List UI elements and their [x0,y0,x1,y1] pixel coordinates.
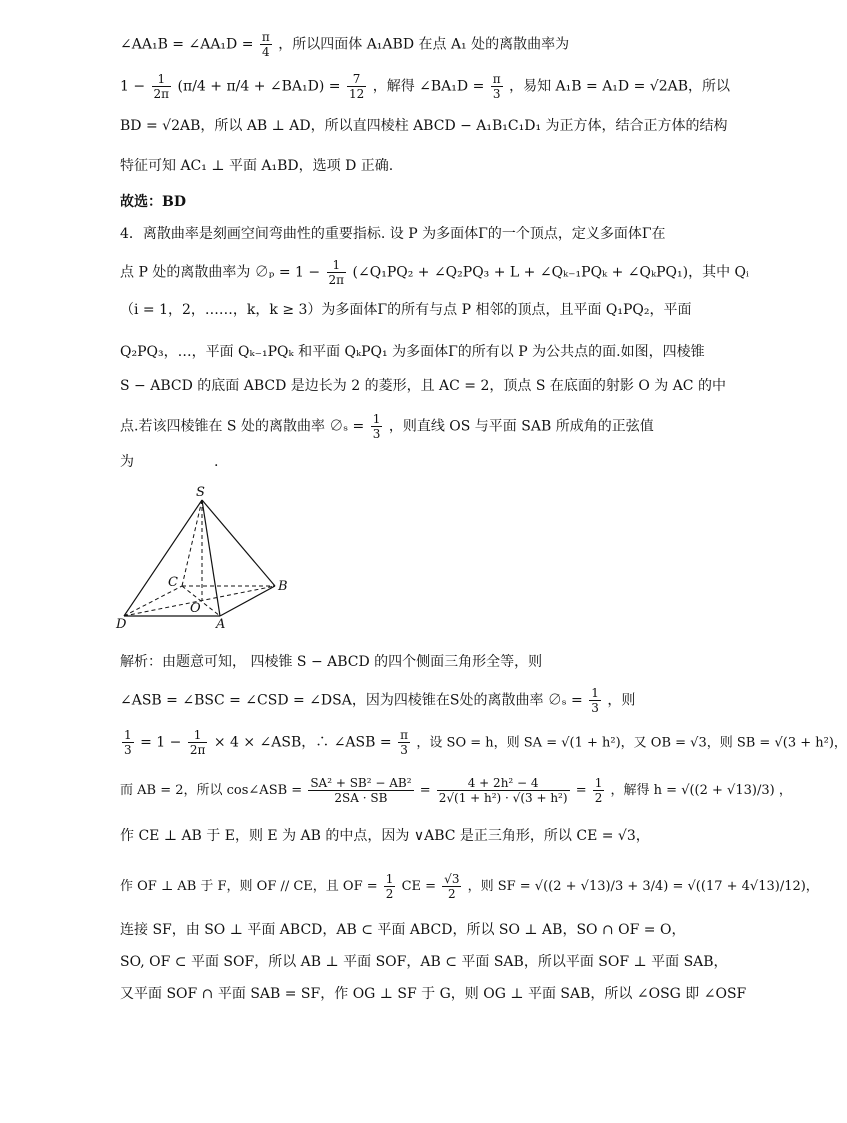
numerator: 1 [372,412,381,426]
text: = [419,783,431,798]
numerator: 1 [124,728,132,742]
text: × 4 × ∠ASB，∴ ∠ASB = [213,734,392,751]
text: (∠Q₁PQ₂ + ∠Q₂PQ₃ + L + ∠Qₖ₋₁PQₖ + ∠QₖPQ₁)，其中 Qᵢ [352,264,749,281]
denominator: 3 [372,427,381,441]
denominator: 3 [124,743,132,757]
label-O: O [190,601,201,616]
edge-DC [124,586,182,616]
answer-line: 故选：BD [120,194,186,210]
solution-line-3 [120,728,847,757]
text: = [575,783,587,798]
text: 作 OF ⊥ AB 于 F，则 OF // CE，且 OF = [120,879,378,894]
prev-line-4: 特征可知 AC₁ ⊥ 平面 A₁BD，选项 D 正确. [120,158,394,174]
fraction [122,728,134,757]
text: 点 P 处的离散曲率为 ∅ₚ = 1 − [120,264,321,281]
text: ，易知 A₁B = A₁D = √2AB，所以 [509,78,731,95]
numerator: √3 [444,872,460,886]
prev-line-3: BD = √2AB，所以 AB ⊥ AD，所以直四棱柱 ABCD − A₁B₁C₁D₁ 为正方体，结合正方体的结构 [120,118,728,134]
numerator: 1 [327,258,347,273]
text: ，所以四面体 A₁ABD 在点 A₁ 处的离散曲率为 [278,36,570,53]
solution-line-9: 又平面 SOF ∩ 平面 SAB = SF，作 OG ⊥ SF 于 G，则 OG ⊥ 平面 SAB，所以 ∠OSG 即 ∠OSF [120,986,747,1002]
solution-line-7: 连接 SF，由 SO ⊥ 平面 ABCD，AB ⊂ 平面 ABCD，所以 SO ⊥ AB，SO ∩ OF = O， [120,922,686,938]
pyramid-figure [110,478,300,632]
denominator: 3 [492,87,501,101]
numerator: 4 + 2h² − 4 [437,776,570,791]
problem4-line-3: （i = 1，2，……，k，k ≥ 3）为多面体Γ的所有与点 P 相邻的顶点，且平面 Q₁PQ₂，平面 [120,302,692,318]
denominator: 2√(1 + h²) · √(3 + h²) [438,791,568,805]
numerator: π [400,728,408,742]
text: (π/4 + π/4 + ∠BA₁D) = [177,78,341,95]
numerator: 1 [591,686,599,700]
denominator: 2 [594,791,603,805]
fraction [442,872,461,901]
problem4-line-5: S − ABCD 的底面 ABCD 是边长为 2 的菱形，且 AC = 2，顶点 S 在底面的射影 O 为 AC 的中 [120,378,726,394]
fraction [491,72,503,101]
text: 为 [120,454,134,470]
text: ， [778,783,792,798]
text: ∠ASB = ∠BSC = ∠CSD = ∠DSA，因为四棱锥在S处的离散曲率 ∅ₛ = [120,692,583,709]
text: 1 − [120,78,146,95]
prev-line-1 [120,30,569,59]
fraction [398,728,410,757]
text: ，则 SF = √((2 + √13)/3 + 3/4) = √((17 + 4√13)/12)， [467,879,819,894]
label-B: B [278,579,288,594]
numerator: 1 [152,72,172,87]
fraction [308,776,413,805]
solution-line-4 [120,776,792,805]
fraction [260,30,272,59]
numerator: SA² + SB² − AB² [310,776,412,790]
denominator: 3 [400,743,408,757]
denominator: 2SA · SB [334,791,388,805]
numerator: π [261,30,270,44]
label-A: A [216,617,226,632]
edge-SD [124,500,202,616]
problem4-line-6 [120,412,654,441]
solution-line-6 [120,872,819,901]
solution-line-5: 作 CE ⊥ AB 于 E，则 E 为 AB 的中点，因为 ∨ABC 是正三角形，所以 CE = √3， [120,828,650,844]
edge-AB [220,586,275,616]
label-S: S [196,485,205,500]
fraction [589,686,601,715]
text: = 1 − [140,734,182,751]
text: 而 AB = 2，所以 cos∠ASB = [120,783,303,798]
label-D: D [116,617,127,632]
numerator: 7 [347,72,366,87]
fraction [437,776,570,805]
fraction [188,728,208,757]
text: ，则 [607,692,636,709]
solution-line-2 [120,686,635,715]
denominator: 2 [385,887,394,901]
fraction [152,72,172,101]
text: 点.若该四棱锥在 S 处的离散曲率 ∅ₛ = [120,418,365,435]
edge-SC [182,500,202,586]
text: CE = [401,879,437,894]
prev-line-2 [120,72,730,101]
denominator: 2π [328,273,345,287]
numerator: π [492,72,501,86]
fraction [327,258,347,287]
denominator: 2π [189,743,206,757]
problem4-line-1: 4．离散曲率是刻画空间弯曲性的重要指标. 设 P 为多面体Γ的一个顶点，定义多面体Γ在 [120,226,666,242]
text: ，设 SO = h，则 SA = √(1 + h²)，又 OB = √3，则 SB = √(3 + h²)， [416,735,847,751]
fraction [371,412,383,441]
fraction [593,776,605,805]
numerator: 1 [385,872,394,886]
problem4-line-7 [120,452,218,472]
numerator: 1 [188,728,208,743]
text: ，解得 h = [610,783,678,798]
text: ，解得 ∠BA₁D = [372,78,485,95]
problem4-line-4: Q₂PQ₃，…，平面 Qₖ₋₁PQₖ 和平面 QₖPQ₁ 为多面体Γ的所有以 P 为公共点的面.如图，四棱锥 [120,344,705,360]
h-value: √((2 + √13)/3) [681,783,775,798]
denominator: 2 [447,887,456,901]
text: . [214,454,219,470]
label-C: C [168,575,178,590]
denominator: 12 [348,87,365,101]
denominator: 4 [262,45,270,59]
text: ∠AA₁B = ∠AA₁D = [120,36,254,53]
solution-line-1: 解析：由题意可知， 四棱锥 S − ABCD 的四个侧面三角形全等，则 [120,654,543,670]
solution-line-8: SO, OF ⊂ 平面 SOF，所以 AB ⊥ 平面 SOF，AB ⊂ 平面 SAB，所以平面 SOF ⊥ 平面 SAB， [120,954,728,970]
denominator: 3 [591,701,599,715]
problem4-line-2 [120,258,749,287]
denominator: 2π [153,87,170,101]
fraction [347,72,366,101]
text: ，则直线 OS 与平面 SAB 所成角的正弦值 [388,418,654,435]
numerator: 1 [594,776,603,790]
fraction [384,872,396,901]
